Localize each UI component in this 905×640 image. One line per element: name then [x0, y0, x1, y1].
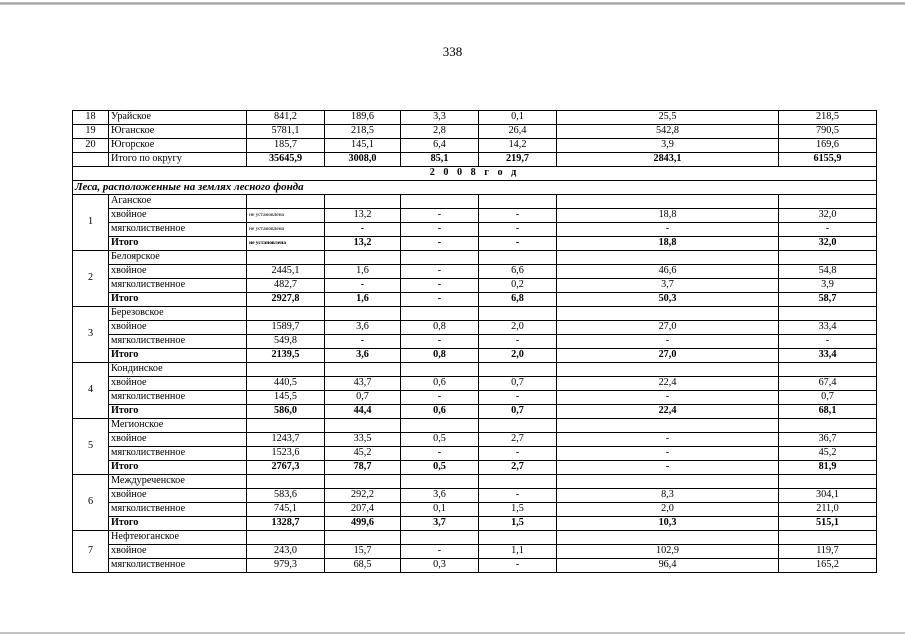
- empty-cell: [247, 307, 325, 321]
- value-cell: 145,1: [325, 139, 401, 153]
- row-name: Итого: [109, 405, 247, 419]
- value-cell: 583,6: [247, 489, 325, 503]
- group-row: [73, 489, 877, 503]
- empty-cell: [247, 251, 325, 265]
- group-title-row: [73, 419, 877, 433]
- value-cell: -: [479, 489, 557, 503]
- value-cell: 586,0: [247, 405, 325, 419]
- row-name: Итого: [109, 237, 247, 251]
- group-title-row: [73, 531, 877, 545]
- scan-edge-bottom: [0, 632, 905, 634]
- value-cell: 6,6: [479, 265, 557, 279]
- group-row: [73, 335, 877, 349]
- value-cell: 3,6: [325, 349, 401, 363]
- value-cell: 979,3: [247, 559, 325, 573]
- row-number: 19: [73, 125, 109, 139]
- empty-cell: [479, 195, 557, 209]
- empty-cell: [479, 475, 557, 489]
- value-cell: 0,7: [779, 391, 877, 405]
- group-number: 2: [73, 251, 109, 307]
- empty-cell: [479, 307, 557, 321]
- value-cell: 0,5: [401, 433, 479, 447]
- value-cell: 542,8: [557, 125, 779, 139]
- value-cell: 50,3: [557, 293, 779, 307]
- value-cell: -: [401, 391, 479, 405]
- value-cell: 2445,1: [247, 265, 325, 279]
- value-cell: 2,0: [479, 349, 557, 363]
- value-cell: 145,5: [247, 391, 325, 405]
- value-cell: 218,5: [325, 125, 401, 139]
- empty-cell: [557, 195, 779, 209]
- value-cell: -: [557, 335, 779, 349]
- row-name: мягколиственное: [109, 391, 247, 405]
- value-cell: 211,0: [779, 503, 877, 517]
- value-cell: 119,7: [779, 545, 877, 559]
- value-cell: -: [479, 391, 557, 405]
- value-cell: -: [557, 433, 779, 447]
- table-row: [73, 111, 877, 125]
- empty-cell: [479, 363, 557, 377]
- value-cell: 1,5: [479, 517, 557, 531]
- value-cell: -: [325, 223, 401, 237]
- empty-cell: [557, 363, 779, 377]
- value-cell: 0,1: [401, 503, 479, 517]
- value-cell: 2,0: [557, 503, 779, 517]
- value-cell: 3,7: [401, 517, 479, 531]
- group-row: [73, 279, 877, 293]
- table-row: [73, 139, 877, 153]
- value-cell: 169,6: [779, 139, 877, 153]
- row-name: Итого: [109, 517, 247, 531]
- value-cell: -: [557, 461, 779, 475]
- row-name: Югорское: [109, 139, 247, 153]
- value-cell: -: [401, 265, 479, 279]
- value-cell: не установлена: [247, 223, 325, 237]
- value-cell: 32,0: [779, 209, 877, 223]
- value-cell: 549,8: [247, 335, 325, 349]
- row-name: мягколиственное: [109, 335, 247, 349]
- empty-cell: [557, 251, 779, 265]
- value-cell: 26,4: [479, 125, 557, 139]
- value-cell: 45,2: [779, 447, 877, 461]
- value-cell: 6,8: [479, 293, 557, 307]
- value-cell: 207,4: [325, 503, 401, 517]
- empty-cell: [401, 419, 479, 433]
- value-cell: 85,1: [401, 153, 479, 167]
- empty-cell: [325, 475, 401, 489]
- row-name: Итого по округу: [109, 153, 247, 167]
- value-cell: -: [325, 335, 401, 349]
- value-cell: 3,6: [325, 321, 401, 335]
- value-cell: 6,4: [401, 139, 479, 153]
- row-name: Итого: [109, 293, 247, 307]
- value-cell: 2767,3: [247, 461, 325, 475]
- value-cell: -: [401, 237, 479, 251]
- value-cell: 54,8: [779, 265, 877, 279]
- group-row: [73, 223, 877, 237]
- value-cell: 1589,7: [247, 321, 325, 335]
- value-cell: -: [479, 335, 557, 349]
- value-cell: 36,7: [779, 433, 877, 447]
- value-cell: не установлена: [247, 209, 325, 223]
- group-title-row: [73, 475, 877, 489]
- value-cell: 1,6: [325, 265, 401, 279]
- value-cell: 1328,7: [247, 517, 325, 531]
- value-cell: 96,4: [557, 559, 779, 573]
- table-row: [73, 125, 877, 139]
- empty-cell: [479, 419, 557, 433]
- empty-cell: [401, 307, 479, 321]
- table-row-total: [73, 153, 877, 167]
- group-total-row: [73, 293, 877, 307]
- value-cell: 1523,6: [247, 447, 325, 461]
- group-title: Аганское: [109, 195, 247, 209]
- value-cell: 2843,1: [557, 153, 779, 167]
- empty-cell: [247, 475, 325, 489]
- group-row: [73, 433, 877, 447]
- value-cell: 18,8: [557, 237, 779, 251]
- empty-cell: [479, 531, 557, 545]
- value-cell: 304,1: [779, 489, 877, 503]
- group-total-row: [73, 517, 877, 531]
- value-cell: -: [479, 237, 557, 251]
- value-cell: 10,3: [557, 517, 779, 531]
- value-cell: 219,7: [479, 153, 557, 167]
- group-number: 4: [73, 363, 109, 419]
- group-row: [73, 377, 877, 391]
- value-cell: 0,1: [479, 111, 557, 125]
- forest-data-table: [72, 110, 877, 573]
- value-cell: 18,8: [557, 209, 779, 223]
- value-cell: 5781,1: [247, 125, 325, 139]
- row-name: хвойное: [109, 265, 247, 279]
- row-name: мягколиственное: [109, 279, 247, 293]
- value-cell: 3,9: [557, 139, 779, 153]
- empty-cell: [779, 307, 877, 321]
- group-title: Белоярское: [109, 251, 247, 265]
- value-cell: -: [479, 447, 557, 461]
- group-title: Нефтеюганское: [109, 531, 247, 545]
- empty-cell: [401, 251, 479, 265]
- empty-cell: [557, 307, 779, 321]
- scan-edge-top: [0, 2, 905, 5]
- group-title: Березовское: [109, 307, 247, 321]
- row-name: мягколиственное: [109, 223, 247, 237]
- value-cell: 2,8: [401, 125, 479, 139]
- value-cell: 185,7: [247, 139, 325, 153]
- empty-cell: [779, 251, 877, 265]
- row-name: Юганское: [109, 125, 247, 139]
- group-row: [73, 503, 877, 517]
- value-cell: 13,2: [325, 237, 401, 251]
- value-cell: 0,7: [479, 377, 557, 391]
- value-cell: -: [401, 335, 479, 349]
- value-cell: 499,6: [325, 517, 401, 531]
- value-cell: 243,0: [247, 545, 325, 559]
- group-total-row: [73, 461, 877, 475]
- group-total-row: [73, 405, 877, 419]
- value-cell: 68,5: [325, 559, 401, 573]
- empty-cell: [479, 251, 557, 265]
- empty-cell: [247, 195, 325, 209]
- value-cell: 33,5: [325, 433, 401, 447]
- value-cell: 6155,9: [779, 153, 877, 167]
- section-title: Леса, расположенные на землях лесного фонда: [73, 181, 877, 195]
- group-number: 5: [73, 419, 109, 475]
- value-cell: 0,2: [479, 279, 557, 293]
- value-cell: 745,1: [247, 503, 325, 517]
- value-cell: 3,7: [557, 279, 779, 293]
- value-cell: 78,7: [325, 461, 401, 475]
- empty-cell: [325, 419, 401, 433]
- value-cell: 13,2: [325, 209, 401, 223]
- value-cell: 68,1: [779, 405, 877, 419]
- group-title: Кондинское: [109, 363, 247, 377]
- value-cell: 27,0: [557, 321, 779, 335]
- value-cell: 165,2: [779, 559, 877, 573]
- year-row: [73, 167, 877, 181]
- group-title: Междуреченское: [109, 475, 247, 489]
- value-cell: 2139,5: [247, 349, 325, 363]
- page-number: 338: [442, 44, 463, 59]
- group-title-row: [73, 307, 877, 321]
- value-cell: 1243,7: [247, 433, 325, 447]
- empty-cell: [779, 363, 877, 377]
- value-cell: 44,4: [325, 405, 401, 419]
- value-cell: 22,4: [557, 405, 779, 419]
- empty-cell: [401, 531, 479, 545]
- value-cell: 2,7: [479, 433, 557, 447]
- row-number: 20: [73, 139, 109, 153]
- row-name: хвойное: [109, 209, 247, 223]
- value-cell: 482,7: [247, 279, 325, 293]
- value-cell: 218,5: [779, 111, 877, 125]
- value-cell: 841,2: [247, 111, 325, 125]
- value-cell: -: [325, 279, 401, 293]
- value-cell: -: [557, 223, 779, 237]
- empty-cell: [247, 531, 325, 545]
- empty-cell: [247, 419, 325, 433]
- group-total-row: [73, 349, 877, 363]
- value-cell: -: [779, 335, 877, 349]
- row-name: Итого: [109, 461, 247, 475]
- value-cell: 0,7: [479, 405, 557, 419]
- empty-cell: [401, 195, 479, 209]
- value-cell: не установлена: [247, 237, 325, 251]
- group-row: [73, 447, 877, 461]
- group-number: 3: [73, 307, 109, 363]
- value-cell: 25,5: [557, 111, 779, 125]
- value-cell: -: [779, 223, 877, 237]
- empty-cell: [325, 363, 401, 377]
- value-cell: 0,5: [401, 461, 479, 475]
- row-name: Итого: [109, 349, 247, 363]
- empty-cell: [779, 419, 877, 433]
- value-cell: 14,2: [479, 139, 557, 153]
- row-name: хвойное: [109, 489, 247, 503]
- value-cell: 27,0: [557, 349, 779, 363]
- value-cell: -: [479, 209, 557, 223]
- empty-cell: [401, 475, 479, 489]
- row-name: хвойное: [109, 433, 247, 447]
- value-cell: 22,4: [557, 377, 779, 391]
- group-title: Мегионское: [109, 419, 247, 433]
- value-cell: 46,6: [557, 265, 779, 279]
- group-number: 6: [73, 475, 109, 531]
- row-name: хвойное: [109, 321, 247, 335]
- value-cell: 1,6: [325, 293, 401, 307]
- value-cell: 189,6: [325, 111, 401, 125]
- empty-cell: [73, 153, 109, 167]
- group-number: 1: [73, 195, 109, 251]
- empty-cell: [325, 251, 401, 265]
- value-cell: 790,5: [779, 125, 877, 139]
- value-cell: 43,7: [325, 377, 401, 391]
- value-cell: 32,0: [779, 237, 877, 251]
- value-cell: 33,4: [779, 349, 877, 363]
- empty-cell: [557, 475, 779, 489]
- year-label: 2 0 0 8 г о д: [73, 167, 877, 181]
- value-cell: 35645,9: [247, 153, 325, 167]
- empty-cell: [557, 531, 779, 545]
- value-cell: -: [401, 223, 479, 237]
- group-row: [73, 209, 877, 223]
- empty-cell: [779, 195, 877, 209]
- group-title-row: [73, 195, 877, 209]
- value-cell: 1,5: [479, 503, 557, 517]
- value-cell: -: [401, 293, 479, 307]
- value-cell: 33,4: [779, 321, 877, 335]
- row-number: 18: [73, 111, 109, 125]
- group-row: [73, 559, 877, 573]
- value-cell: -: [479, 559, 557, 573]
- row-name: хвойное: [109, 377, 247, 391]
- value-cell: 3008,0: [325, 153, 401, 167]
- group-row: [73, 391, 877, 405]
- value-cell: 292,2: [325, 489, 401, 503]
- value-cell: 0,8: [401, 349, 479, 363]
- value-cell: 0,6: [401, 377, 479, 391]
- value-cell: 515,1: [779, 517, 877, 531]
- value-cell: -: [557, 391, 779, 405]
- value-cell: 2,7: [479, 461, 557, 475]
- value-cell: 0,8: [401, 321, 479, 335]
- value-cell: 0,6: [401, 405, 479, 419]
- empty-cell: [779, 531, 877, 545]
- group-number: 7: [73, 531, 109, 573]
- empty-cell: [557, 419, 779, 433]
- section-row: [73, 181, 877, 195]
- value-cell: 2,0: [479, 321, 557, 335]
- value-cell: 0,3: [401, 559, 479, 573]
- table-body: [73, 111, 877, 573]
- value-cell: 15,7: [325, 545, 401, 559]
- value-cell: 67,4: [779, 377, 877, 391]
- group-total-row: [73, 237, 877, 251]
- row-name: мягколиственное: [109, 447, 247, 461]
- value-cell: -: [401, 545, 479, 559]
- value-cell: 1,1: [479, 545, 557, 559]
- value-cell: 0,7: [325, 391, 401, 405]
- empty-cell: [779, 475, 877, 489]
- value-cell: -: [401, 447, 479, 461]
- value-cell: 3,3: [401, 111, 479, 125]
- group-row: [73, 545, 877, 559]
- empty-cell: [247, 363, 325, 377]
- empty-cell: [325, 195, 401, 209]
- value-cell: 440,5: [247, 377, 325, 391]
- empty-cell: [401, 363, 479, 377]
- group-title-row: [73, 363, 877, 377]
- value-cell: -: [401, 209, 479, 223]
- value-cell: 3,9: [779, 279, 877, 293]
- row-name: Урайское: [109, 111, 247, 125]
- value-cell: -: [557, 447, 779, 461]
- row-name: мягколиственное: [109, 503, 247, 517]
- group-title-row: [73, 251, 877, 265]
- group-row: [73, 321, 877, 335]
- group-row: [73, 265, 877, 279]
- value-cell: 81,9: [779, 461, 877, 475]
- empty-cell: [325, 531, 401, 545]
- value-cell: 8,3: [557, 489, 779, 503]
- row-name: мягколиственное: [109, 559, 247, 573]
- value-cell: 58,7: [779, 293, 877, 307]
- empty-cell: [325, 307, 401, 321]
- value-cell: 3,6: [401, 489, 479, 503]
- value-cell: 2927,8: [247, 293, 325, 307]
- value-cell: 102,9: [557, 545, 779, 559]
- value-cell: 45,2: [325, 447, 401, 461]
- row-name: хвойное: [109, 545, 247, 559]
- value-cell: -: [479, 223, 557, 237]
- value-cell: -: [401, 279, 479, 293]
